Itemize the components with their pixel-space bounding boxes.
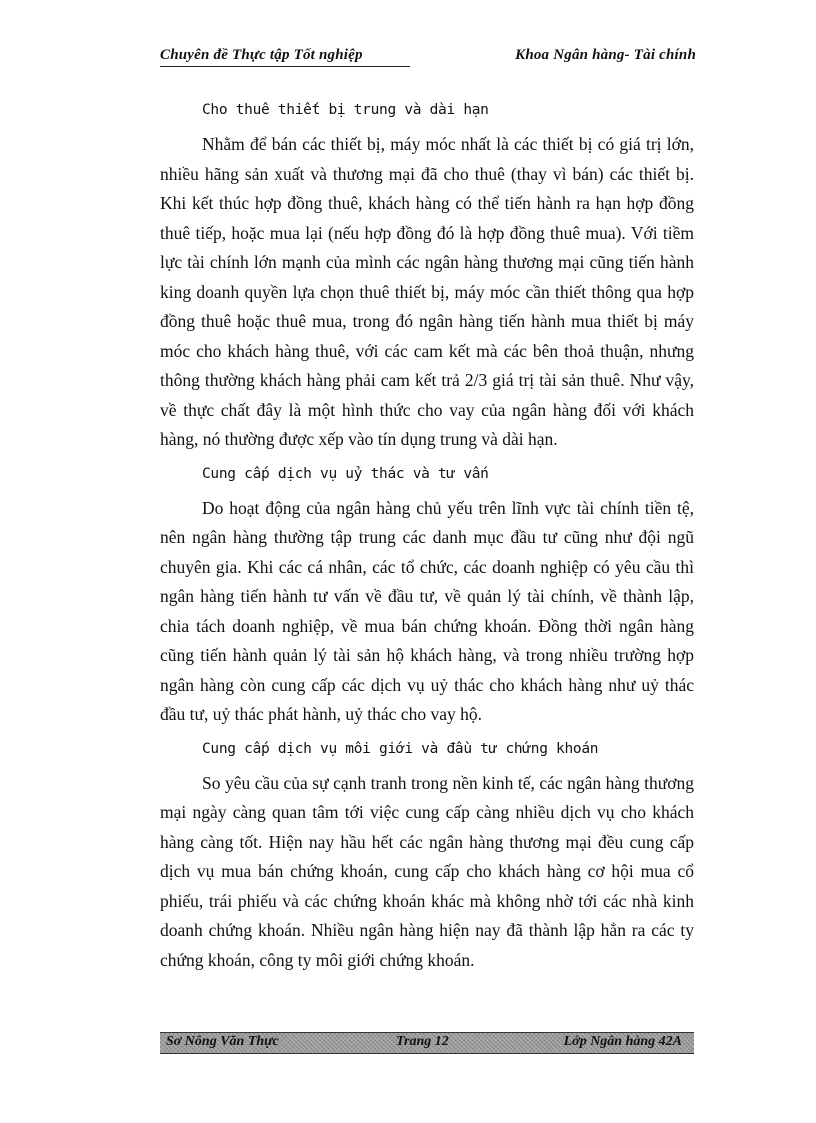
footer-page-number: Trang 12 xyxy=(396,1034,449,1049)
section-paragraph: Nhằm để bán các thiết bị, máy móc nhất là các thiết bị có giá trị lớn, nhiều hãng sản xuất và thương mại đã cho thuê (thay vì bán) các thiết bị. Khi kết thúc hợp đồng thuê, khách hàng có thể tiến hành ra hạn hợp đồng thuê tiếp, hoặc mua lại (nếu hợp đồng đó là hợp đồng thuê mua). Với tiềm lực tài chính lớn mạnh của mình các ngân hàng thương mại cũng tiến hành king doanh quyền lựa chọn thuê thiết bị, máy móc cần thiết thông qua hợp đồng thuê hoặc thuê mua, trong đó ngân hàng tiến hành mua thiết bị máy móc cho khách hàng thuê, với các cam kết mà các bên thoả thuận, nhưng thông thường khách hàng phải cam kết trả 2/3 giá trị tài sản thuê. Như vậy, về thực chất đây là một hình thức cho vay của ngân hàng đối với khách hàng, nó thường được xếp vào tín dụng trung và dài hạn. xyxy=(160,134,694,449)
section-heading: Cung cấp dịch vụ uỷ thác và tư vấn xyxy=(202,465,489,482)
footer-author: Sơ Nông Văn Thực xyxy=(166,1034,279,1049)
section-paragraph: Do hoạt động của ngân hàng chủ yếu trên lĩnh vực tài chính tiền tệ, nên ngân hàng thường tập trung các danh mục đầu tư cũng như đội ngũ chuyên gia. Khi các cá nhân, các tổ chức, các doanh nghiệp có yêu cầu thì ngân hàng tiến hành tư vấn về đầu tư, về quản lý tài chính, về thành lập, chia tách doanh nghiệp, về mua bán chứng khoán. Đồng thời ngân hàng cũng tiến hành quản lý tài sản hộ khách hàng, và trong nhiều trường hợp ngân hàng còn cung cấp các dịch vụ uỷ thác cho khách hàng như uỷ thác đầu tư, uỷ thác phát hành, uỷ thác cho vay hộ. xyxy=(160,497,694,724)
footer-class: Lớp Ngân hàng 42A xyxy=(563,1034,682,1049)
page-footer xyxy=(160,1032,694,1054)
document-body xyxy=(160,100,694,984)
section-heading: Cho thuê thiết bị trung và dài hạn xyxy=(202,102,489,118)
page-header xyxy=(160,47,696,69)
header-left-title: Chuyên đề Thực tập Tốt nghiệp xyxy=(160,47,410,67)
section-heading: Cung cấp dịch vụ môi giới và đầu tư chứng khoán xyxy=(202,740,599,757)
section-paragraph: So yêu cầu của sự cạnh tranh trong nền kinh tế, các ngân hàng thương mại ngày càng quan tâm tới việc cung cấp càng nhiều dịch vụ cho khách hàng càng tốt. Hiện nay hầu hết các ngân hàng thương mại đều cung cấp dịch vụ mua bán chứng khoán, cung cấp cho khách hàng cơ hội mua cổ phiếu, trái phiếu và các chứng khoán khác mà không nhờ tới các nhà kinh doanh chứng khoán. Nhiều ngân hàng hiện nay đã thành lập hẳn ra các ty chứng khoán, công ty môi giới chứng khoán. xyxy=(160,772,694,970)
header-right-title: Khoa Ngân hàng- Tài chính xyxy=(515,47,696,63)
